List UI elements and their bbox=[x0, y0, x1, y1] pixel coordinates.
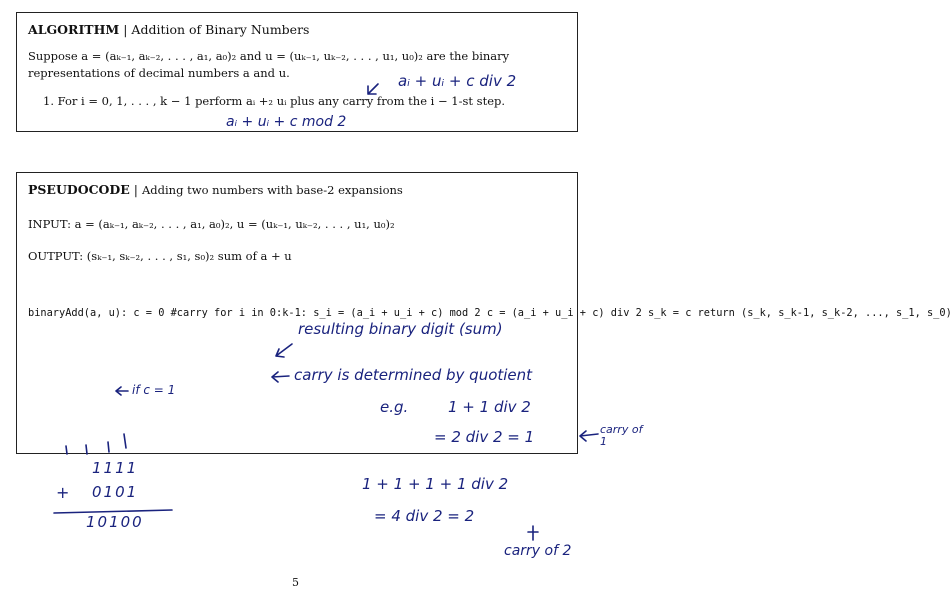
note-carry-of-2: carry of 2 bbox=[504, 543, 572, 559]
algorithm-line-2: representations of decimal numbers a and u. bbox=[28, 66, 290, 80]
algorithm-step-1: 1. For i = 0, 1, . . . , k − 1 perform aᵢ +₂ uᵢ plus any carry from the i − 1-st step. bbox=[43, 94, 506, 108]
code-line: for i in 0:k-1: bbox=[214, 307, 308, 319]
pseudocode-title: PSEUDOCODE | Adding two numbers with base-2 expansions bbox=[28, 182, 403, 197]
code-line: return (s_k, s_k-1, s_k-2, ..., s_1, s_0) bbox=[697, 307, 952, 319]
example-2-line-1: 1 + 1 + 1 + 1 div 2 bbox=[362, 475, 509, 493]
code-line: c = (a_i + u_i + c) div 2 bbox=[486, 307, 642, 319]
pseudocode-subtitle: Adding two numbers with base-2 expansions bbox=[141, 183, 403, 197]
note-div-2: aᵢ + uᵢ + c div 2 bbox=[398, 72, 517, 90]
note-carry-quotient: carry is determined by quotient bbox=[294, 366, 533, 384]
pseudocode-output: OUTPUT: (sₖ₋₁, sₖ₋₂, . . . , s₁, s₀)₂ sum of a + u bbox=[28, 249, 292, 263]
addition-result: 10100 bbox=[86, 513, 144, 531]
arrow-carry-of-2 bbox=[528, 526, 538, 540]
code-line: c = 0 #carry bbox=[133, 307, 208, 319]
code-block bbox=[28, 305, 952, 321]
algorithm-heading: ALGORITHM bbox=[28, 22, 120, 37]
code-line: s_i = (a_i + u_i + c) mod 2 bbox=[313, 307, 481, 319]
addition-row-2: 0101 bbox=[92, 483, 139, 501]
note-resulting-digit: resulting binary digit (sum) bbox=[298, 320, 503, 338]
note-mod-2: aᵢ + uᵢ + c mod 2 bbox=[226, 114, 347, 130]
note-eg: e.g. bbox=[380, 398, 409, 416]
code-line: s_k = c bbox=[648, 307, 692, 319]
code-line: binaryAdd(a, u): bbox=[28, 307, 128, 319]
algorithm-line-1: Suppose a = (aₖ₋₁, aₖ₋₂, . . . , a₁, a₀)₂ and u = (uₖ₋₁, uₖ₋₂, . . . , u₁, u₀)₂ are the binary bbox=[28, 49, 510, 63]
addition-plus-sign: + bbox=[56, 483, 70, 502]
pseudocode-heading: PSEUDOCODE bbox=[28, 182, 130, 197]
example-2-line-2: = 4 div 2 = 2 bbox=[374, 507, 475, 525]
algorithm-title: ALGORITHM | Addition of Binary Numbers bbox=[28, 22, 310, 37]
addition-row-1: 1111 bbox=[92, 459, 139, 477]
pseudocode-input: INPUT: a = (aₖ₋₁, aₖ₋₂, . . . , a₁, a₀)₂, u = (uₖ₋₁, uₖ₋₂, . . . , u₁, u₀)₂ bbox=[28, 217, 395, 231]
algorithm-subtitle: Addition of Binary Numbers bbox=[131, 22, 310, 37]
note-if-c1: if c = 1 bbox=[132, 383, 176, 397]
example-1-line-2: = 2 div 2 = 1 bbox=[434, 428, 535, 446]
note-carry-of-1: carry of 1 bbox=[600, 423, 643, 448]
example-1-line-1: 1 + 1 div 2 bbox=[448, 398, 531, 416]
page-number: 5 bbox=[292, 576, 299, 589]
arrow-carry-of-1 bbox=[580, 431, 598, 441]
